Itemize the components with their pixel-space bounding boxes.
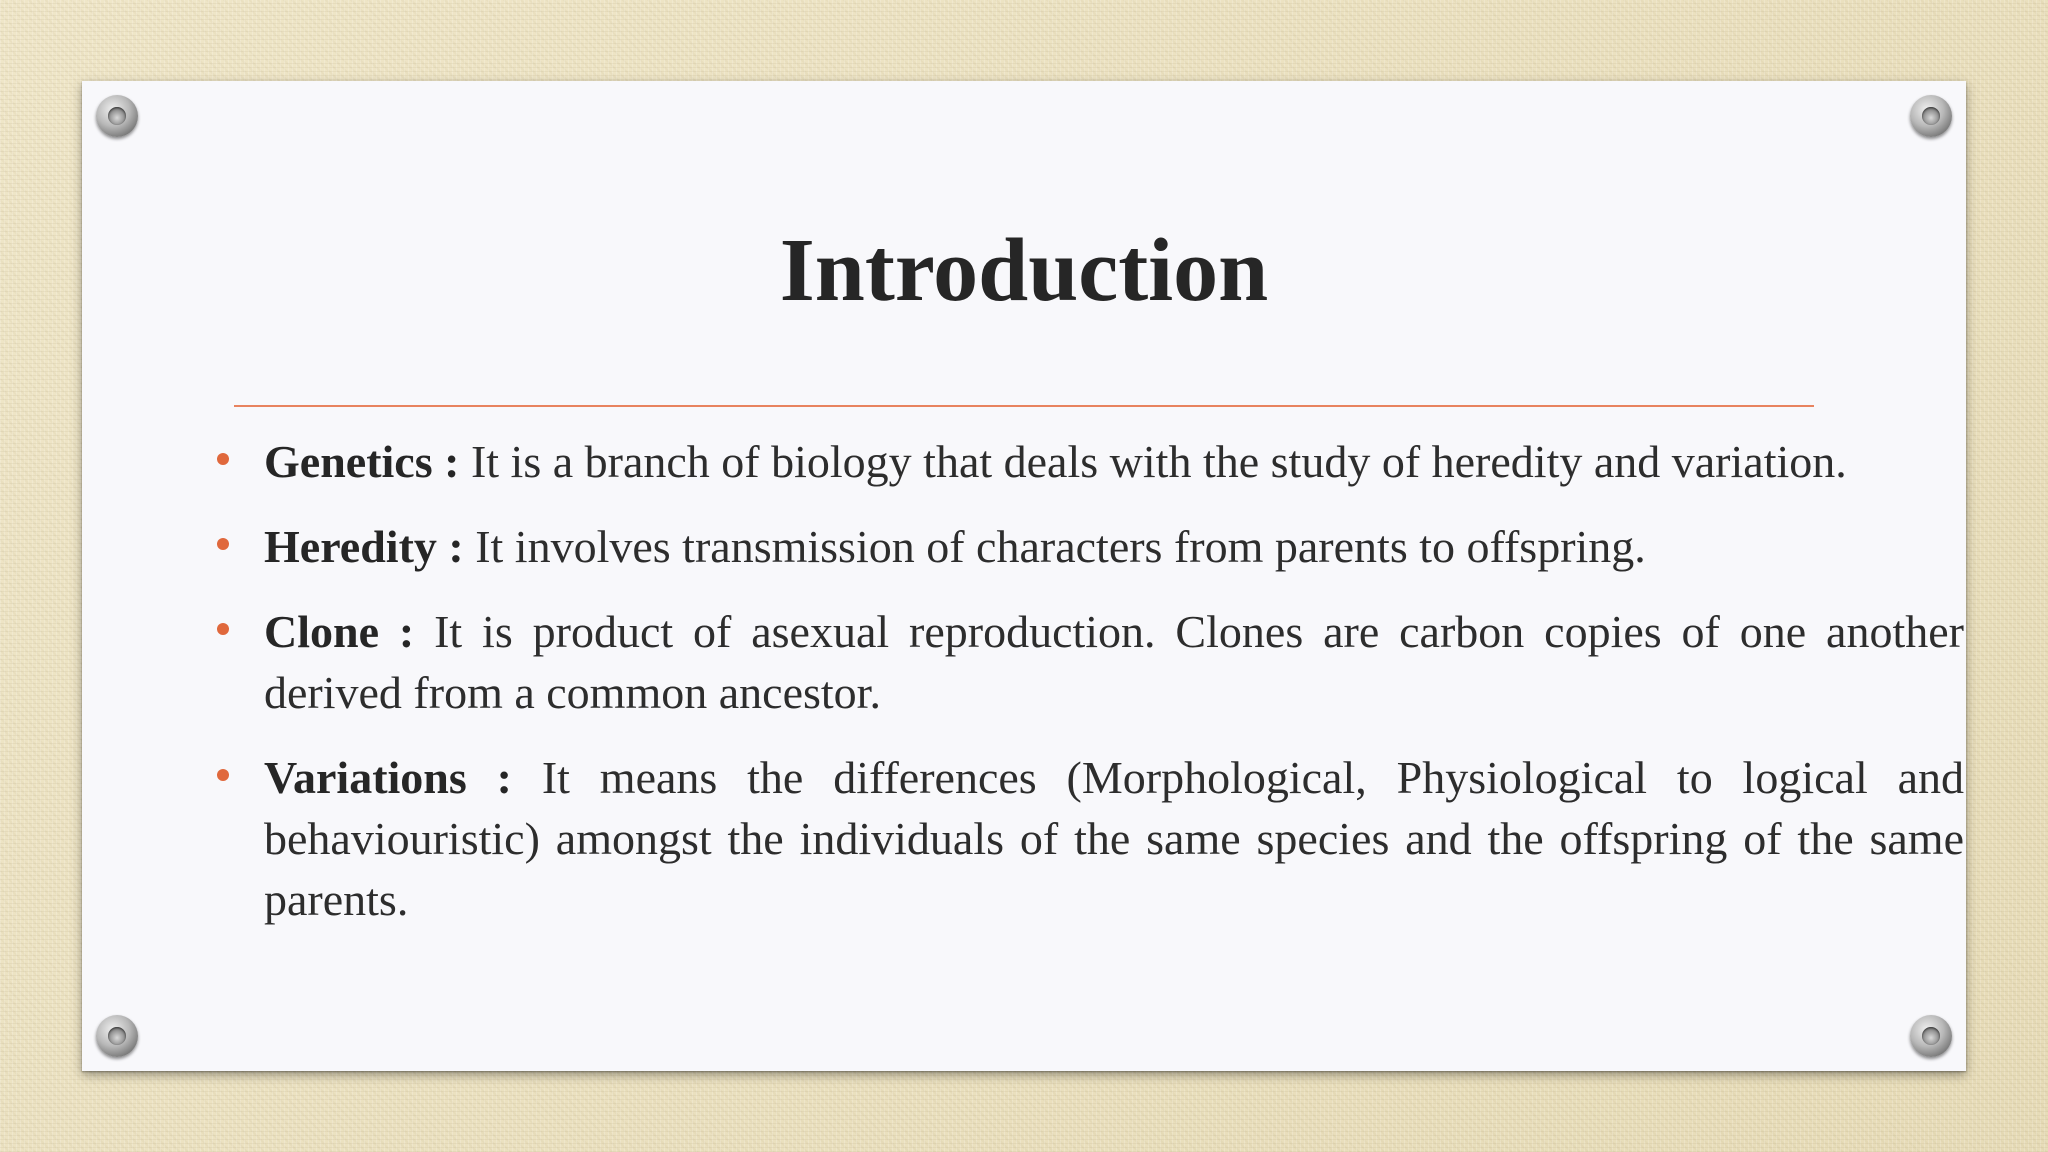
rivet-icon — [96, 1015, 138, 1057]
bullet-text: It means the differences (Morphological, Physiological to logical and behaviouristic) amongst the individuals of the same species and the offspring of the same parents. — [264, 752, 1964, 925]
bullet-term: Variations : — [264, 752, 512, 803]
bullet-dot-icon — [217, 769, 229, 781]
bullet-dot-icon — [217, 538, 229, 550]
bullet-dot-icon — [217, 453, 229, 465]
bullet-text: It is a branch of biology that deals with the study of heredity and variation. — [459, 436, 1847, 487]
bullet-text: It involves transmission of characters from parents to offspring. — [463, 521, 1646, 572]
rivet-icon — [1910, 1015, 1952, 1057]
bullet-item-variations — [264, 747, 1964, 930]
bullet-term: Genetics : — [264, 436, 460, 487]
bullet-dot-icon — [217, 623, 229, 635]
bullet-item-genetics — [264, 431, 1964, 492]
bullet-item-clone — [264, 601, 1964, 723]
rivet-icon — [1910, 95, 1952, 137]
slide-card — [82, 81, 1966, 1071]
rivet-icon — [96, 95, 138, 137]
bullet-text: It is product of asexual reproduction. Clones are carbon copies of one another derived from a common ancestor. — [264, 606, 1964, 718]
title-divider — [234, 405, 1814, 407]
bullet-term: Clone : — [264, 606, 415, 657]
bullet-list — [182, 431, 1986, 954]
bullet-item-heredity — [264, 516, 1964, 577]
bullet-term: Heredity : — [264, 521, 464, 572]
slide-title: Introduction — [779, 221, 1269, 320]
